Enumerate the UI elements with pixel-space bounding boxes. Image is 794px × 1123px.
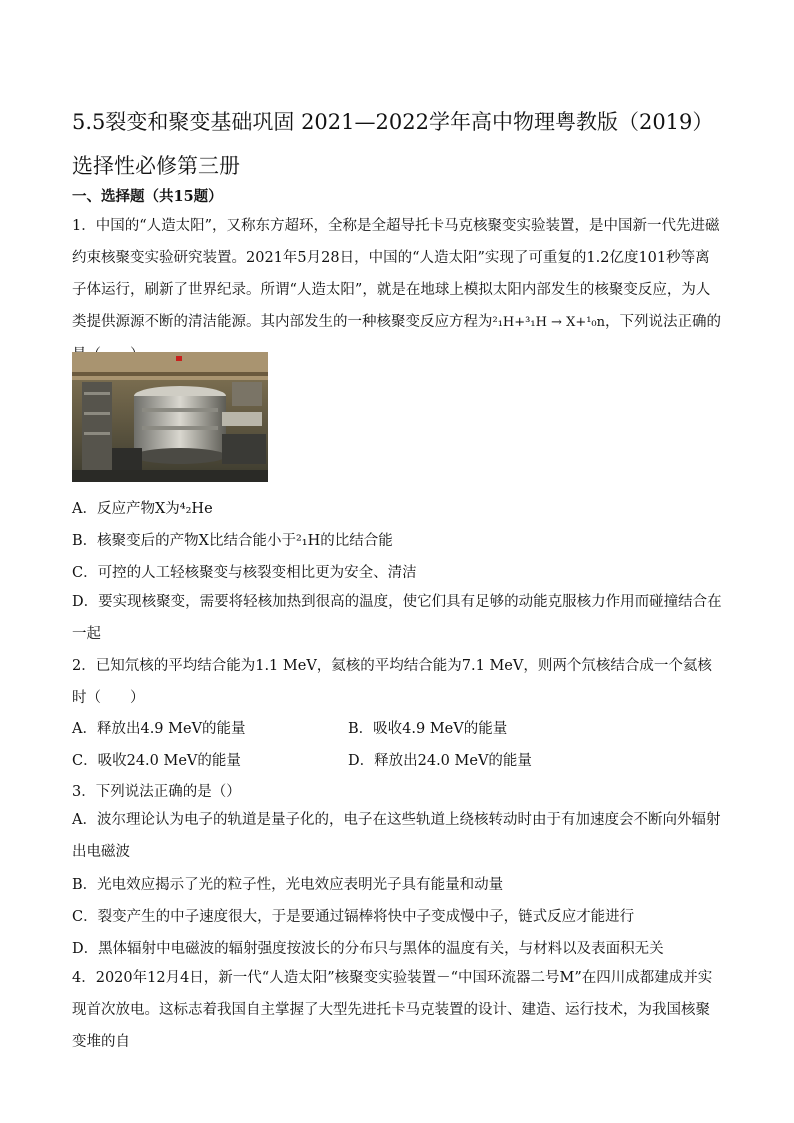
q3-option-b: B．光电效应揭示了光的粒子性，光电效应表明光子具有能量和动量 — [72, 877, 504, 893]
q2-option-a: A．释放出4.9 MeV的能量 — [72, 721, 246, 737]
question-3-stem: 3．下列说法正确的是（） — [72, 784, 241, 800]
question-2-stem: 2．已知氘核的平均结合能为1.1 MeV，氦核的平均结合能为7.1 MeV，则两个氘核结合成一个氦核时（ ） — [72, 658, 712, 706]
q1-option-c: C．可控的人工轻核聚变与核裂变相比更为安全、清洁 — [72, 565, 417, 581]
document-title: 5.5裂变和聚变基础巩固 2021—2022学年高中物理粤教版（2019）选择性必修第三册 — [72, 110, 714, 178]
tokamak-photo — [72, 352, 268, 482]
q3-option-a: A．波尔理论认为电子的轨道是量子化的，电子在这些轨道上绕核转动时由于有加速度会不断向外辐射出电磁波 — [72, 812, 721, 860]
q2-option-b: B．吸收4.9 MeV的能量 — [348, 721, 508, 737]
fusion-equation: ²₁H+³₁H → X+¹₀n — [492, 315, 606, 330]
question-1-stem: 1．中国的“人造太阳”，又称东方超环，全称是全超导托卡马克核聚变实验装置，是中国新一代先进磁约束核聚变实验研究装置。2021年5月28日，中国的“人造太阳”实现了可重复的1.2亿度101秒等离子体运行，刷新了世界纪录。所谓“人造太阳”，就是在地球上模拟太阳内部发生的核聚变反应，为人类提供源源不断的清洁能源。其内部发生的一种核聚变反应方程为²₁H+³₁H → X+¹₀n，下列说法正确的 — [72, 218, 722, 330]
q2-option-d: D．释放出24.0 MeV的能量 — [348, 753, 532, 769]
section-heading: 一、选择题（共15题） — [72, 188, 223, 205]
q3-option-d: D．黑体辐射中电磁波的辐射强度按波长的分布只与黑体的温度有关，与材料以及表面积无关 — [72, 941, 664, 957]
q3-option-c: C．裂变产生的中子速度很大，于是要通过镉棒将快中子变成慢中子，链式反应才能进行 — [72, 909, 635, 925]
q1-option-b: B．核聚变后的产物X比结合能小于²₁H的比结合能 — [72, 533, 393, 549]
q1-option-d: D．要实现核聚变，需要将轻核加热到很高的温度，使它们具有足够的动能克服核力作用而碰撞结合在一起 — [72, 594, 722, 642]
question-4-stem: 4．2020年12月4日，新一代“人造太阳”核聚变实验装置－“中国环流器二号M”在四川成都建成并实现首次放电。这标志着我国自主掌握了大型先进托卡马克装置的设计、建造、运行技术，为我国核聚变堆的自 — [72, 970, 713, 1050]
q2-option-c: C．吸收24.0 MeV的能量 — [72, 753, 241, 769]
q1-option-a: A．反应产物X为⁴₂He — [72, 501, 213, 517]
